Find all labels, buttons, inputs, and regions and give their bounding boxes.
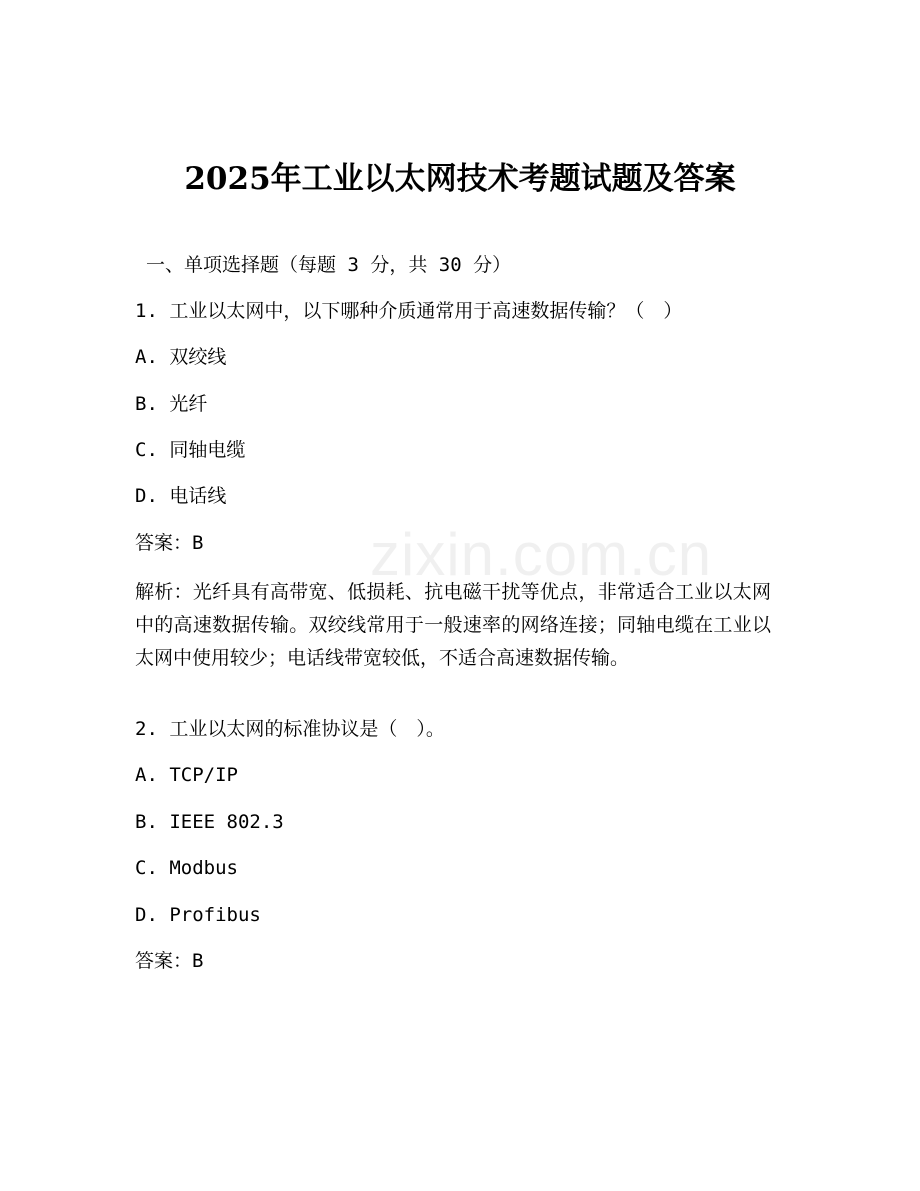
question-1-explanation: 解析：光纤具有高带宽、低损耗、抗电磁干扰等优点，非常适合工业以太网中的高速数据传输。双绞线常用于一般速率的网络连接；同轴电缆在工业以太网中使用较少；电话线带宽较低，不适合高速数据传输。 [135,581,771,669]
question-2-stem: 2. 工业以太网的标准协议是（ ）。 [135,718,445,740]
question-1-option-a: A. 双绞线 [135,346,227,368]
question-2-option-a: A. TCP/IP [135,764,238,786]
page-title: 2025年工业以太网技术考题试题及答案 [184,161,736,197]
question-2-option-c: C. Modbus [135,857,238,879]
question-2-option-b: B. IEEE 802.3 [135,811,284,833]
watermark: zixin.com.cn [370,521,713,588]
question-1-stem: 1. 工业以太网中，以下哪种介质通常用于高速数据传输？（ ） [135,300,683,322]
question-1-option-d: D. 电话线 [135,485,227,507]
section-heading: 一、单项选择题（每题 3 分，共 30 分） [146,254,512,276]
question-1-answer: 答案：B [135,532,204,554]
question-2-answer: 答案：B [135,950,204,972]
question-1-option-c: C. 同轴电缆 [135,439,246,461]
question-2-option-d: D. Profibus [135,904,261,926]
question-1-option-b: B. 光纤 [135,393,208,415]
